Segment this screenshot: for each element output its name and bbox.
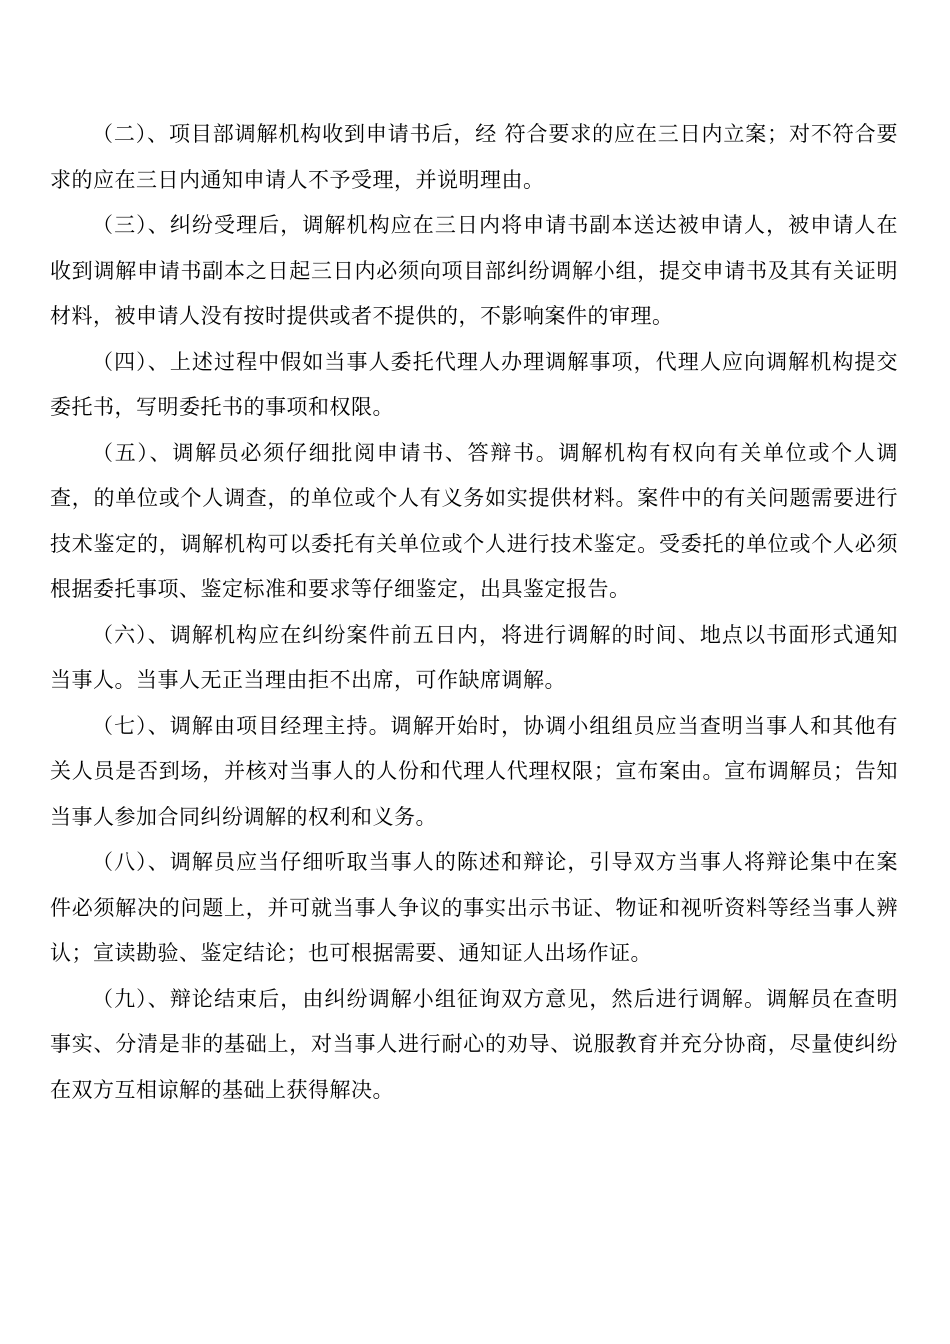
paragraph-2: （二）、项目部调解机构收到申请书后，经 符合要求的应在三日内立案；对不符合要求的应在三日内通知申请人不予受理，并说明理由。 — [50, 122, 898, 192]
paragraph-6: （六）、调解机构应在纠纷案件前五日内，将进行调解的时间、地点以书面形式通知当事人。当事人无正当理由拒不出席，可作缺席调解。 — [50, 622, 898, 692]
paragraph-8: （八）、调解员应当仔细听取当事人的陈述和辩论，引导双方当事人将辩论集中在案件必须解决的问题上，并可就当事人争议的事实出示书证、物证和视听资料等经当事人辨认；宣读勘验、鉴定结论；也可根据需要、通知证人出场作证。 — [50, 850, 898, 965]
paragraph-7: （七）、调解由项目经理主持。调解开始时，协调小组组员应当查明当事人和其他有关人员是否到场，并核对当事人的人份和代理人代理权限；宣布案由。宣布调解员；告知当事人参加合同纠纷调解的权利和义务。 — [50, 713, 898, 829]
paragraph-4: （四）、上述过程中假如当事人委托代理人办理调解事项，代理人应向调解机构提交委托书，写明委托书的事项和权限。 — [50, 349, 898, 419]
paragraph-5: （五）、调解员必须仔细批阅申请书、答辩书。调解机构有权向有关单位或个人调查，的单位或个人调查，的单位或个人有义务如实提供材料。案件中的有关问题需要进行技术鉴定的，调解机构可以委托有关单位或个人进行技术鉴定。受委托的单位或个人必须根据委托事项、鉴定标准和要求等仔细鉴定，出具鉴定报告。 — [50, 440, 898, 601]
paragraph-9: （九）、辩论结束后，由纠纷调解小组征询双方意见，然后进行调解。调解员在查明事实、分清是非的基础上，对当事人进行耐心的劝导、说服教育并充分协商，尽量使纠纷在双方互相谅解的基础上获得解决。 — [50, 986, 898, 1102]
paragraph-3: （三）、纠纷受理后，调解机构应在三日内将申请书副本送达被申请人，被申请人在收到调解申请书副本之日起三日内必须向项目部纠纷调解小组，提交申请书及其有关证明材料，被申请人没有按时提供或者不提供的，不影响案件的审理。 — [50, 213, 898, 328]
document-body — [50, 112, 898, 1113]
